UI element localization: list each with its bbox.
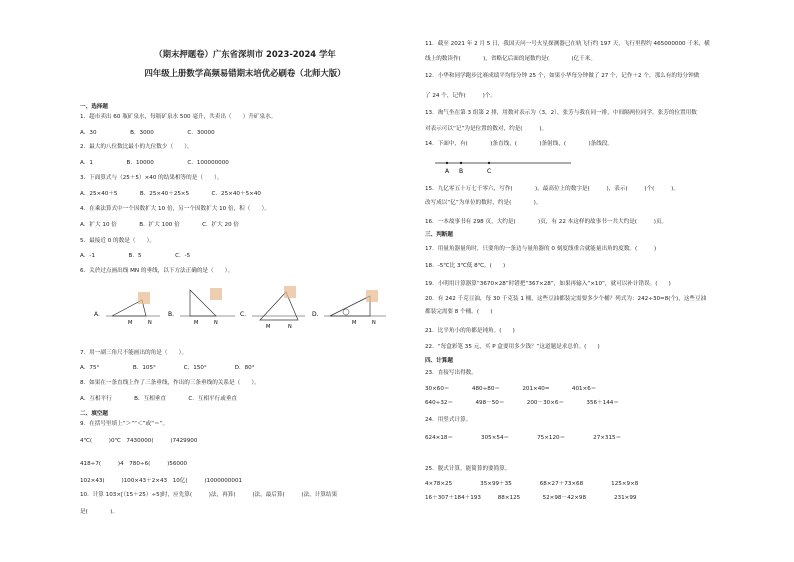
- svg-text:M: M: [266, 324, 271, 330]
- hand-icon: [210, 288, 222, 300]
- left-line: 102×43( )100×43＋2×43 10亿( )1000000001: [80, 478, 243, 484]
- left-line: A．30 B．3000 C．30000: [80, 130, 215, 136]
- left-line: A．1 B．10000 C．100000000: [80, 160, 229, 166]
- right-line: 22．“每盒彩笔 35 元，买 P 盒要用多少钱？”这道题是求总价。( ): [425, 344, 600, 350]
- left-line: 4．在乘法算式中一个因数扩大 10 倍，另一个因数扩大 10 倍，积（ ）。: [80, 206, 270, 212]
- right-line: 23．直接写出得数。: [425, 370, 477, 376]
- svg-text:N: N: [214, 320, 218, 326]
- left-line: 一、选择题: [80, 104, 108, 110]
- right-line: 改写成以“亿”为单位的数时，约是( )。: [425, 200, 542, 206]
- left-line: A．-1 B．5 C．-5: [80, 253, 191, 259]
- left-line: A．扩大 10 倍 B．扩大 100 倍 C．扩大 20 倍: [80, 222, 240, 228]
- left-line: 二、填空题: [80, 411, 108, 417]
- right-line: 30×60＝ 480÷80＝ 201×40≈ 401×6＝: [425, 386, 597, 392]
- left-line: 3．下面算式与（25＋5）×40 的结果相等的是（ ）。: [80, 175, 223, 181]
- right-line: 4×78×25 35×99＋35 68×27＋73×68 125×9×8: [425, 481, 639, 487]
- right-line: 640÷32＝ 498－50＝ 200－30×6＝ 356＋144＝: [425, 400, 619, 406]
- point-a-label: A: [445, 168, 450, 175]
- triangle-ruler-icon: [330, 296, 370, 316]
- left-line: A．互相平行 B．互相垂直 C．互相平行或垂直: [80, 396, 238, 402]
- left-line: 2．最大的八位数比最小的九位数少（ ）。: [80, 144, 193, 150]
- hand-icon: [138, 292, 150, 304]
- title-line1: （期末押题卷）广东省深圳市 2023-2024 学年: [154, 49, 336, 59]
- right-line: 24．用竖式计算。: [425, 417, 472, 423]
- svg-text:M: M: [128, 320, 133, 326]
- point-c-label: C: [487, 168, 492, 175]
- svg-text:N: N: [372, 320, 376, 326]
- title-line2: 四年级上册数学高频易错期末培优必刷卷（北师大版）: [144, 68, 346, 78]
- hand-icon: [366, 290, 378, 302]
- right-line: 20．有 242 千克豆油，每 30 千克装 1 桶，这些豆油都装完需要多少个桶？列式为：242÷30≈8(个)，这些豆油: [425, 296, 707, 302]
- right-line: 16．一本故事书有 298 页，大约是( )页，有 22 本这样的故事书一共大约是( )页。: [425, 219, 668, 225]
- svg-text:N: N: [288, 324, 292, 330]
- left-line: 4℃( )0℃ 7430000( )7429900: [80, 438, 198, 444]
- left-line: 1．超市卖出 60 瓶矿泉水，每瓶矿泉水 500 毫升，共卖出（ ）升矿泉水。: [80, 114, 277, 120]
- right-line: 21．比平角小的角都是钝角。( ): [425, 328, 515, 334]
- left-line: 5．最接近 0 的数是（ ）。: [80, 238, 155, 244]
- right-line: 线上的数读作( )，省略亿后面的尾数约是( )亿千米。: [425, 56, 596, 62]
- right-line: 18．-5℃比 3℃低 8℃。( ): [425, 263, 506, 269]
- left-line: 10．计算 103×[（15＋25）÷5]时，应先算( )法，再算( )法，最后算( )法，计算结果: [80, 492, 338, 498]
- right-line: 三、判断题: [425, 232, 453, 238]
- right-line: 17．用量角器量角时，只要角的一条边与量角器的 0 刻度线重合就能量出角的度数。( ): [425, 246, 657, 252]
- right-line: 11．截至 2021 年 2 月 5 日，我国天问一号火星探测器已在轨飞行约 197 天，飞行里程约 465000000 千米，横: [425, 41, 710, 47]
- fig-d-label: D.: [312, 311, 319, 318]
- fig-c-label: C.: [240, 311, 247, 318]
- left-line: 6．关於过点画出线 MN 的垂线，以下方法正确的是（ ）。: [80, 268, 234, 274]
- right-line: 19．小明用计算器算“3670×28”时错把“367×28”，如果再输入“×10”，就可以补计错误。( ): [425, 281, 671, 287]
- right-line: 了 24 个，记作( )个。: [425, 93, 496, 99]
- number-line-figure: [433, 157, 573, 177]
- right-line: 16＋307＋184＋193 88×125 52×98－42×98 231×99: [425, 495, 637, 501]
- fig-a-label: A.: [94, 311, 100, 318]
- right-line: 12．小华和同学跑步比赛成绩平均每分钟 25 个，如果小华每分钟做了 27 个，记作＋2 个，那么有的每分钟做: [425, 73, 700, 79]
- right-line: 25．脱式计算，能简算的要简算。: [425, 466, 511, 472]
- right-line: 624×18＝ 305×54＝ 75×120＝ 27×315＝: [425, 435, 622, 441]
- svg-text:M: M: [194, 320, 199, 326]
- right-line: 14．下面中，有( )条直线，( )条射线，( )条线段。: [425, 141, 614, 147]
- point-b-label: B: [459, 168, 464, 175]
- right-line: 都装完需要 8 个桶。( ): [425, 309, 493, 315]
- right-line: 13．淘气坐在第 3 组第 2 排，用数对表示为（3，2），张芳与我在同一排，中间隔两位同学，张芳的位置用数: [425, 110, 697, 116]
- right-line: 15．九亿零五十万七千零六，写作( )，最高位上的数字是( )，表示( )个( )。: [425, 186, 679, 192]
- svg-text:N: N: [148, 320, 152, 326]
- left-line: 7．用一副三角尺不能画出的角是（ ）。: [80, 350, 188, 356]
- left-line: 是( )。: [80, 509, 118, 515]
- left-line: 9．在括号里填上“＞”“＜”或“＝”。: [80, 421, 169, 427]
- left-line: 8．如果在一条直线上作了三条垂线，作出的三条垂线的关系是（ ）。: [80, 380, 260, 386]
- left-line: A．75° B．105° C．150° D．80°: [80, 365, 255, 371]
- left-line: A．25×40＋5 B．25×40＋25×5 C．25×40＋5×40: [80, 191, 261, 197]
- perpendicular-figures: [90, 286, 390, 336]
- right-line: 对表示可以“记”为是位置的数对，约是( )。: [425, 126, 548, 132]
- right-line: 四、计算题: [425, 358, 453, 364]
- svg-text:M: M: [352, 320, 357, 326]
- fig-b-label: B.: [168, 311, 175, 318]
- left-line: 418÷7( )4 780÷6( )56000: [80, 461, 188, 467]
- hand-icon: [284, 286, 296, 298]
